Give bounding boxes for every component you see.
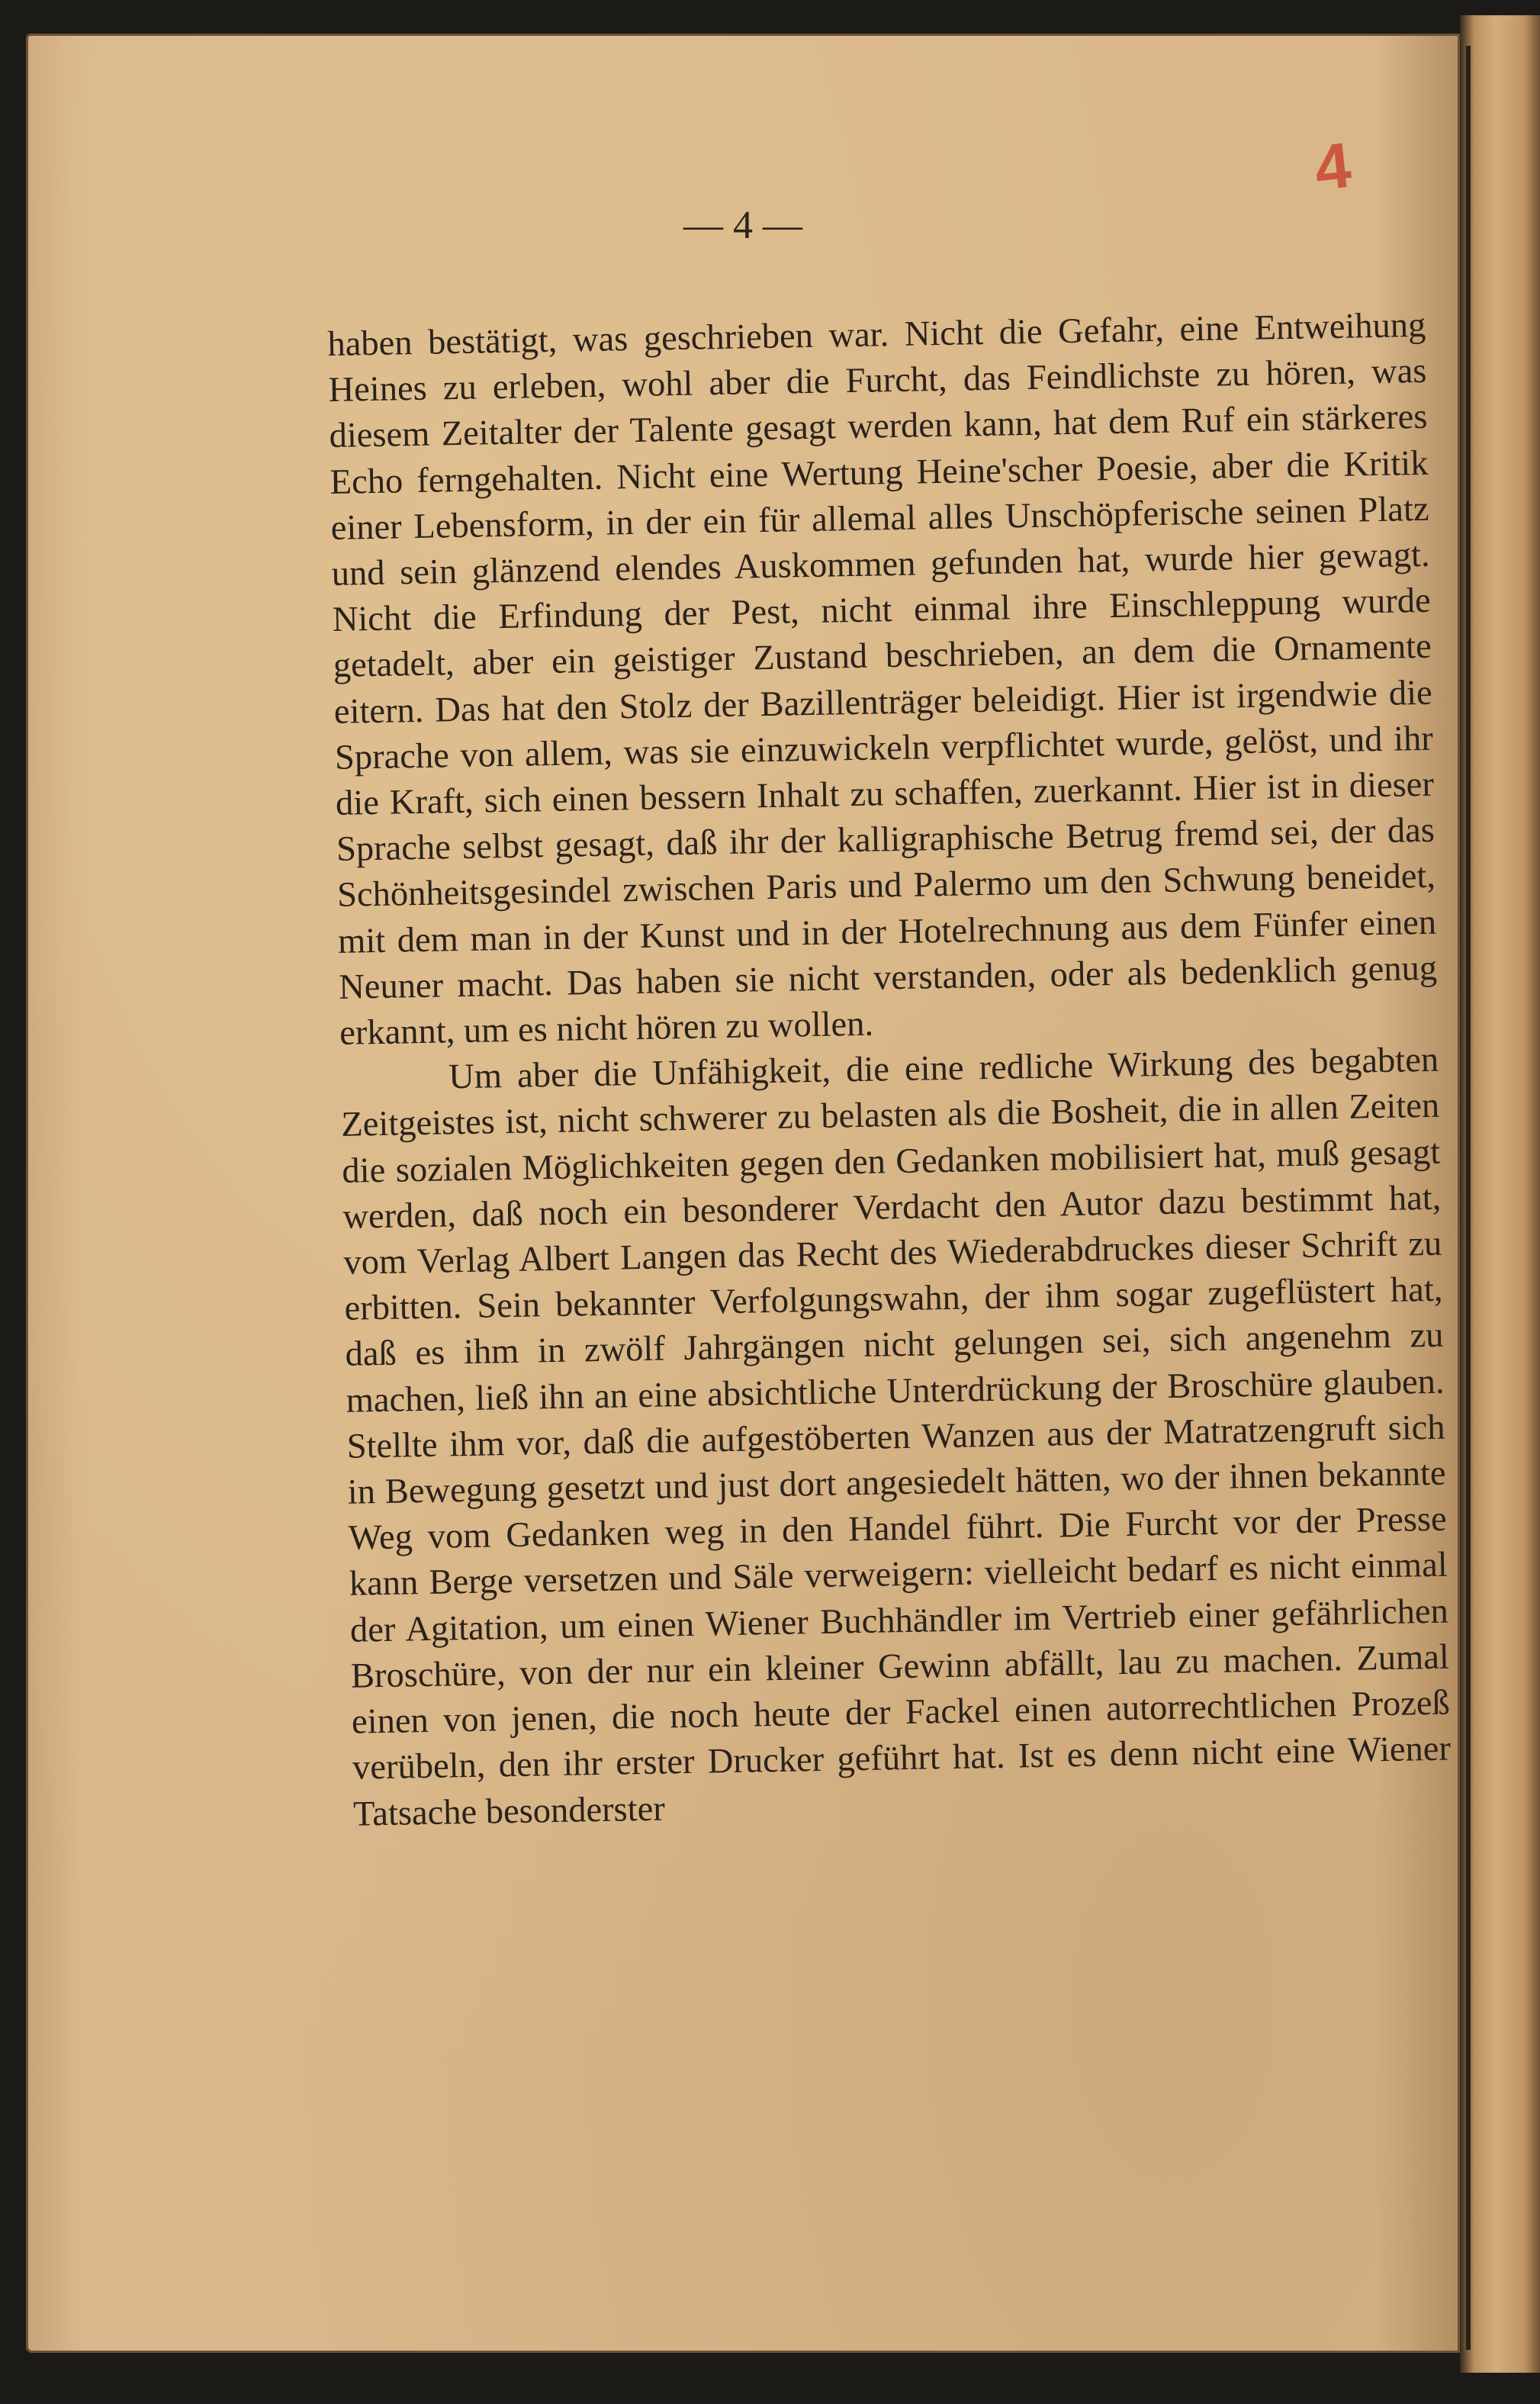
margin-note: 4 bbox=[1311, 128, 1355, 204]
spine-edge bbox=[1466, 46, 1471, 2350]
body-text bbox=[327, 303, 1452, 1838]
page-sheet bbox=[26, 34, 1460, 2353]
paragraph-2: Um aber die Unfähigkeit, die eine redliche Wirkung des begabten Zeitgeistes ist, nicht schwerer zu belasten als die Bosheit, die in allen Zeiten die sozialen Möglichkeiten gegen den Gedanken mobilisiert hat, muß gesagt werden, daß noch ein besonderer Verdacht den Autor dazu bestimmt hat, vom Verlag Albert Langen das Recht des Wiederabdruckes dieser Schrift zu erbitten. Sein bekannter Verfolgungswahn, der ihm sogar zugeflüstert hat, daß es ihm in zwölf Jahrgängen nicht gelungen sei, sich angenehm zu machen, ließ ihn an eine absichtliche Unterdrückung der Broschüre glauben. Stellte ihm vor, daß die aufgestöberten Wanzen aus der Matratzengruft sich in Bewegung gesetzt und just dort angesiedelt hätten, wo der ihnen bekannte Weg vom Gedanken weg in den Handel führt. Die Furcht vor der Presse kann Berge versetzen und Säle verweigern: vielleicht bedarf es nicht einmal der Agitation, um einen Wiener Buchhändler im Vertrieb einer gefährlichen Broschüre, von der nur ein kleiner Gewinn abfällt, lau zu machen. Zumal einen von jenen, die noch heute der Fackel einen autorrechtlichen Prozeß verübeln, den ihr erster Drucker geführt hat. Ist es denn nicht eine Wiener Tatsache besonderster bbox=[340, 1040, 1452, 1834]
paragraph-1: haben bestätigt, was geschrieben war. Nicht die Gefahr, eine Entweihung Heines zu erleben, wohl aber die Furcht, das Feindlichste zu hören, was diesem Zeitalter der Talente gesagt werden kann, hat dem Ruf ein stärkeres Echo ferngehalten. Nicht eine Wertung Heine'scher Poesie, aber die Kritik einer Lebensform, in der ein für allemal alles Unschöpferische seinen Platz und sein glänzend elendes Auskommen gefunden hat, wurde hier gewagt. Nicht die Erfindung der Pest, nicht einmal ihre Einschleppung wurde getadelt, aber ein geistiger Zustand beschrieben, an dem die Ornamente eitern. Das hat den Stolz der Bazillenträger beleidigt. Hier ist irgendwie die Sprache von allem, was sie einzuwickeln verpflichtet wurde, gelöst, und ihr die Kraft, sich einen bessern Inhalt zu schaffen, zuerkannt. Hier ist in dieser Sprache selbst gesagt, daß ihr der kalligraphische Betrug fremd sei, der das Schönheitsgesindel zwischen Paris und Palermo um den Schwung beneidet, mit dem man in der Kunst und in der Hotelrechnung aus dem Fünfer einen Neuner macht. Das haben sie nicht verstanden, oder als bedenklich genug erkannt, um es nicht hören zu wollen. bbox=[327, 305, 1438, 1053]
page-number: — 4 — bbox=[683, 204, 802, 247]
book-spine bbox=[1460, 15, 1540, 2373]
